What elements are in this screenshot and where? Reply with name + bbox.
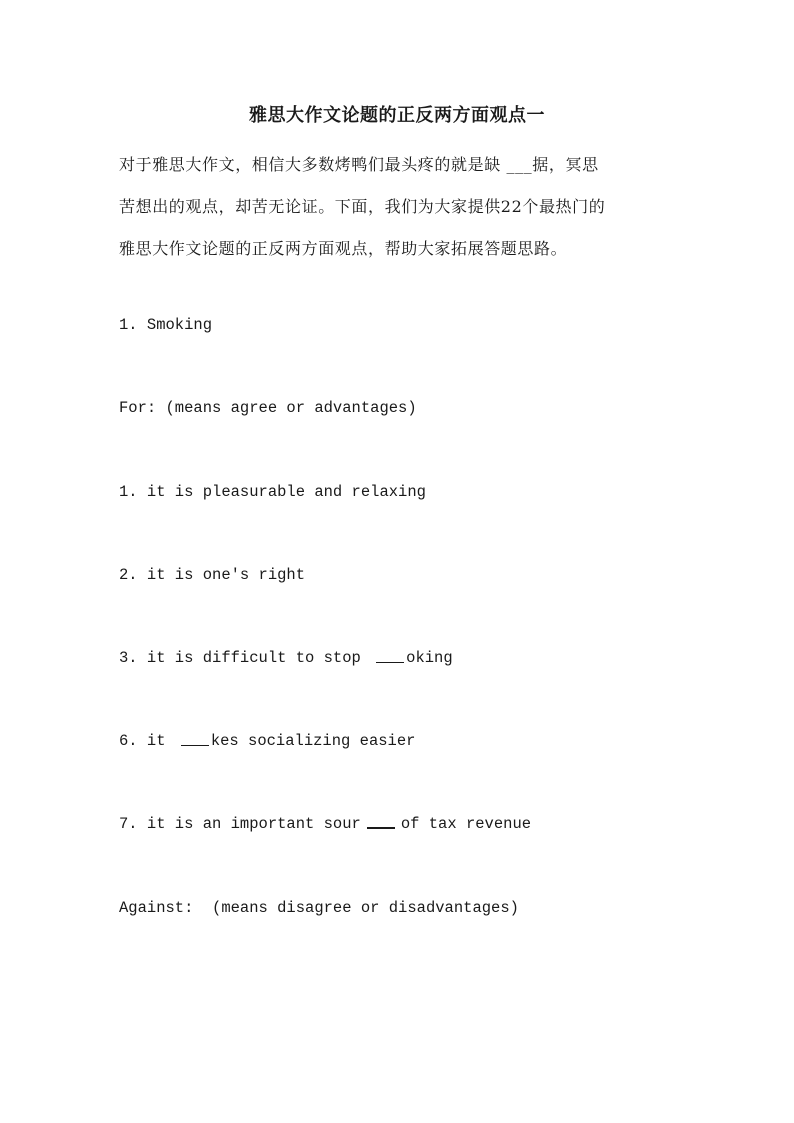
blank-gap (181, 745, 209, 746)
for-item-1 (119, 481, 426, 503)
for-item-text: 3. it is difficult to stop (119, 649, 371, 667)
for-item-text: 6. it (119, 732, 175, 750)
for-item-text: 7. it is an important sour (119, 815, 361, 833)
topic-heading: 1. Smoking (119, 316, 213, 334)
blank-gap (376, 662, 404, 663)
against-heading: Against: (means disagree or disadvantages) (119, 899, 519, 917)
document-title: 雅思大作文论题的正反两方面观点一 (249, 105, 545, 126)
for-item-text-after: kes socializing easier (210, 732, 416, 750)
for-heading: For: (means agree or advantages) (119, 399, 417, 417)
intro-line-2: 苦想出的观点，却苦无论证。下面，我们为大家提供22个最热门的 (119, 197, 606, 216)
for-item-text-after: oking (406, 649, 453, 667)
for-item-text: 1. it is pleasurable and relaxing (119, 483, 426, 501)
for-item-text: 2. it is one's right (119, 566, 306, 584)
for-item-2 (119, 564, 305, 586)
intro-paragraph (119, 144, 679, 270)
for-item-text-after: of tax revenue (400, 815, 532, 833)
intro-line-1: 对于雅思大作文，相信大多数烤鸭们最头疼的就是缺 ___据，冥思 (119, 155, 599, 174)
intro-line-3: 雅思大作文论题的正反两方面观点，帮助大家拓展答题思路。 (119, 239, 568, 258)
for-item-6 (119, 730, 415, 752)
blank-gap (367, 827, 395, 829)
for-item-7 (119, 813, 531, 835)
for-item-3 (119, 647, 453, 669)
